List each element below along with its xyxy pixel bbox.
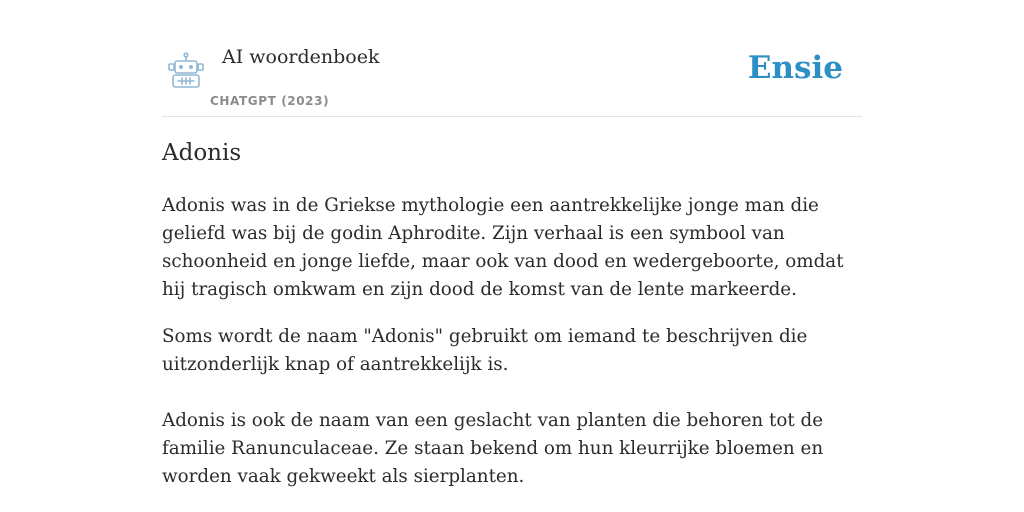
paragraph: Adonis is ook de naam van een geslacht van planten die behoren tot de familie Ranunculaceae. Ze staan bekend om hun kleurrijke bloemen en worden vaak gekweekt als sierplanten. (162, 410, 824, 487)
site-title[interactable]: AI woordenboek (222, 46, 380, 68)
page-header (162, 0, 862, 117)
robot-icon (166, 52, 206, 88)
entry-title: Adonis (162, 140, 242, 166)
source-label: CHATGPT (2023) (210, 94, 330, 108)
paragraph: Soms wordt de naam "Adonis" gebruikt om iemand te beschrijven die uitzonderlijk knap of aantrekkelijk is. (162, 326, 808, 375)
brand-logo[interactable]: Ensie (747, 50, 843, 86)
entry-content (162, 192, 862, 491)
paragraph: Adonis was in de Griekse mythologie een aantrekkelijke jonge man die geliefd was bij de godin Aphrodite. Zijn verhaal is een symbool van schoonheid en jonge liefde, maar ook van dood en wedergeboorte, omdat hij tragisch omkwam en zijn dood de komst van de lente markeerde. (162, 195, 844, 300)
